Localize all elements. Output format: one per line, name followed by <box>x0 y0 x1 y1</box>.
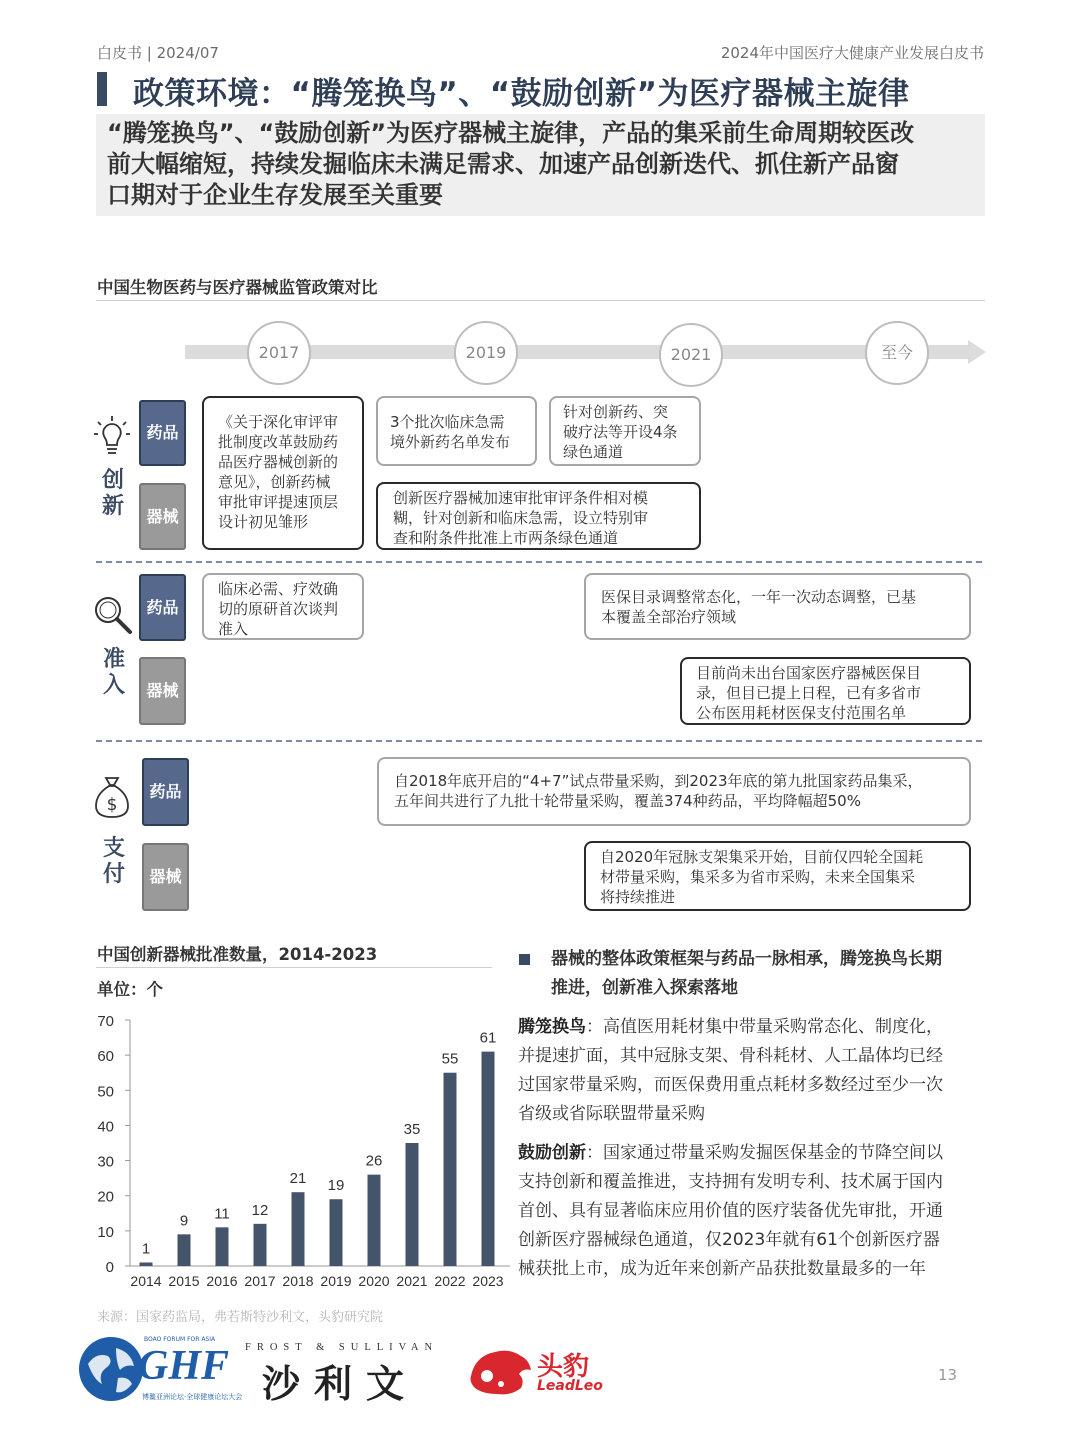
box-line: 自2020年冠脉支架集采开始，目前仅四轮全国耗 <box>600 848 924 866</box>
para-line: 省级或省际联盟带量采购 <box>518 1104 705 1124</box>
box-line: 针对创新药、突 <box>563 403 669 421</box>
year-now: 至今 <box>865 321 929 385</box>
box-line: 准入 <box>218 620 249 638</box>
box-line: 本覆盖全部治疗领域 <box>601 608 737 626</box>
para-line: 首创、具有显著临床应用价值的医疗装备优先审批，开通 <box>518 1201 943 1221</box>
bar <box>178 1234 191 1266</box>
y-tick-label: 10 <box>97 1223 114 1241</box>
chart-unit: 单位：个 <box>97 980 163 999</box>
data-label: 26 <box>365 1152 383 1170</box>
box-line: 自2018年底开启的“4+7”试点带量采购，到2023年底的第九批国家药品集采， <box>394 772 923 790</box>
header-right: 2024年中国医疗大健康产业发展白皮书 <box>720 44 984 62</box>
leopard-head-icon <box>467 1346 533 1398</box>
globe-icon <box>76 1334 146 1404</box>
data-label: 12 <box>251 1201 269 1219</box>
box-line: 五年间共进行了九批十轮带量采购，覆盖374种药品，平均降幅超50% <box>394 792 861 810</box>
box-line: 设计初见雏形 <box>218 513 309 531</box>
paragraph-lead: 鼓励创新 <box>518 1143 586 1163</box>
para-line: 支持创新和覆盖推进，支持拥有发明专利、技术属于国内 <box>518 1172 943 1192</box>
category-payment: 支付 <box>102 836 125 887</box>
paragraph-lead: 腾笼换鸟 <box>518 1017 586 1037</box>
bar-chart <box>92 1010 512 1300</box>
data-label: 19 <box>327 1177 345 1195</box>
year-2019: 2019 <box>454 321 518 385</box>
header-left: 白皮书 | 2024/07 <box>97 44 219 62</box>
tag-drug-access: 药品 <box>139 574 186 641</box>
tag-drug-innovation: 药品 <box>139 400 186 466</box>
leadleo-cn: 头豹 <box>537 1352 590 1382</box>
leadleo-logo <box>467 1344 607 1400</box>
data-label: 35 <box>403 1121 421 1138</box>
para-line: 并提速扩面，其中冠脉支架、骨科耗材、人工晶体均已经 <box>518 1046 943 1066</box>
subtitle-line: 口期对于企业生存发展至关重要 <box>107 181 443 209</box>
box-line: 将持续推进 <box>600 888 676 906</box>
box-payment-drug <box>377 757 971 826</box>
y-tick-label: 0 <box>105 1259 114 1276</box>
box-line: 切的原研首次谈判 <box>218 600 339 618</box>
data-label: 21 <box>289 1170 307 1188</box>
paragraph-tengl <box>518 1013 988 1129</box>
frost-sullivan-en: FROST & SULLIVAN <box>245 1342 439 1353</box>
box-innovation-drug-2021 <box>549 396 701 466</box>
source-note: 来源：国家药监局，弗若斯特沙利文，头豹研究院 <box>97 1310 384 1325</box>
subtitle-line: 前大幅缩短，持续发掘临床未满足需求、加速产品创新迭代、抓住新产品窗 <box>107 150 899 178</box>
tag-device-payment: 器械 <box>142 843 189 911</box>
data-label: 11 <box>214 1205 230 1223</box>
bar <box>444 1073 457 1266</box>
ghf-top-text: BOAO FORUM FOR ASIA <box>144 1336 216 1343</box>
bar <box>482 1052 495 1266</box>
x-tick-label: 2014 <box>130 1273 162 1289</box>
bar <box>140 1262 153 1266</box>
bar <box>368 1175 381 1266</box>
bar <box>330 1199 343 1266</box>
category-access: 准入 <box>102 647 125 698</box>
box-line: 录，但目已提上日程，已有多省市 <box>696 684 922 702</box>
box-line: 3个批次临床急需 <box>390 413 505 431</box>
bar <box>254 1224 267 1266</box>
svg-text:$: $ <box>106 795 118 815</box>
row-divider <box>96 740 982 742</box>
bullet-line: 推进，创新准入探索落地 <box>551 978 738 998</box>
box-line: 材带量采购，集采多为省市采购，未来全国集采 <box>600 868 916 886</box>
right-bullet-heading <box>551 945 991 1003</box>
x-tick-label: 2022 <box>434 1273 466 1289</box>
timeline-arrow-icon <box>968 340 986 364</box>
x-tick-label: 2017 <box>244 1273 276 1289</box>
money-bag-icon <box>92 774 132 820</box>
subtitle-line: “腾笼换鸟”、“鼓励创新”为医疗器械主旋律，产品的集采前生命周期较医改 <box>107 119 915 147</box>
y-tick-label: 60 <box>97 1048 114 1066</box>
title-accent-bar <box>97 72 107 106</box>
bullet-line: 器械的整体政策框架与药品一脉相承，腾笼换鸟长期 <box>551 949 942 969</box>
subtitle-text <box>107 118 977 211</box>
box-innovation-device <box>376 482 701 550</box>
box-line: 境外新药名单发布 <box>390 433 511 451</box>
data-label: 55 <box>441 1050 459 1068</box>
box-line: 查和附条件批准上市两条绿色通道 <box>393 529 619 547</box>
magnifier-icon <box>92 594 134 636</box>
lightbulb-icon <box>92 414 132 458</box>
chart-title: 中国创新器械批准数量，2014-2023 <box>97 945 378 964</box>
frost-sullivan-cn: 沙利文 <box>262 1362 419 1406</box>
data-label: 1 <box>141 1240 151 1258</box>
x-tick-label: 2021 <box>396 1273 428 1289</box>
bullet-square-icon <box>519 954 530 965</box>
box-line: 公布医用耗材医保支付范围名单 <box>696 704 907 722</box>
y-tick-label: 70 <box>97 1013 114 1030</box>
x-tick-label: 2020 <box>358 1273 390 1289</box>
y-tick-label: 50 <box>97 1083 114 1101</box>
bar <box>406 1143 419 1266</box>
ghf-sub-text: 博鳌亚洲论坛·全球健康论坛大会 <box>142 1393 243 1401</box>
box-line: 目前尚未出台国家医疗器械医保目 <box>696 664 922 682</box>
box-access-device <box>680 657 971 725</box>
page-number: 13 <box>938 1366 958 1384</box>
y-tick-label: 40 <box>97 1118 114 1136</box>
para-line: ：国家通过带量采购发掘医保基金的节降空间以 <box>586 1143 943 1163</box>
box-line: 意见》，创新药械 <box>218 473 331 491</box>
year-2017: 2017 <box>247 321 311 385</box>
ghf-logo <box>76 1334 246 1404</box>
policy-section-rule <box>96 300 985 301</box>
box-line: 破疗法等开设4条 <box>563 423 678 441</box>
box-line: 医保目录调整常态化，一年一次动态调整，已基 <box>601 588 917 606</box>
para-line: ：高值医用耗材集中带量采购常态化、制度化， <box>586 1017 943 1037</box>
box-line: 临床必需、疗效确 <box>218 580 339 598</box>
box-payment-device <box>584 841 971 911</box>
ghf-main-text: GHF <box>138 1343 230 1389</box>
x-tick-label: 2023 <box>472 1273 504 1289</box>
y-tick-label: 30 <box>97 1153 114 1171</box>
box-line: 品医疗器械创新的 <box>218 453 339 471</box>
x-tick-label: 2018 <box>282 1273 314 1289</box>
box-line: 糊，针对创新和临床急需，设立特别审 <box>393 509 649 527</box>
para-line: 创新医疗器械绿色通道，仅2023年就有61个创新医疗器 <box>518 1230 940 1250</box>
y-tick-label: 20 <box>97 1188 114 1206</box>
box-access-drug-now <box>584 573 971 640</box>
para-line: 械获批上市，成为近年来创新产品获批数量最多的一年 <box>518 1259 926 1279</box>
box-line: 批制度改革鼓励药 <box>218 433 339 451</box>
policy-section-title: 中国生物医药与医疗器械监管政策对比 <box>97 278 378 297</box>
tag-drug-payment: 药品 <box>142 758 189 826</box>
bar <box>216 1227 229 1266</box>
tag-device-access: 器械 <box>139 657 186 725</box>
data-label: 9 <box>179 1212 189 1230</box>
box-line: 绿色通道 <box>563 443 624 461</box>
box-innovation-2017 <box>202 396 364 550</box>
box-access-drug-2017 <box>202 573 364 640</box>
tag-device-innovation: 器械 <box>139 483 186 550</box>
year-2021: 2021 <box>659 323 723 387</box>
data-label: 61 <box>479 1029 497 1047</box>
row-divider <box>96 561 982 563</box>
paragraph-innovation <box>518 1139 988 1284</box>
leadleo-en: LeadLeo <box>537 1378 603 1394</box>
x-tick-label: 2016 <box>206 1273 238 1289</box>
category-innovation: 创新 <box>101 468 124 519</box>
box-innovation-drug-2019 <box>376 396 537 466</box>
box-line: 《关于深化审评审 <box>218 413 339 431</box>
page-title: 政策环境：“腾笼换鸟”、“鼓励创新”为医疗器械主旋律 <box>133 76 910 112</box>
para-line: 过国家带量采购，而医保费用重点耗材多数经过至少一次 <box>518 1075 943 1095</box>
chart-title-rule <box>96 967 492 968</box>
x-tick-label: 2015 <box>168 1273 200 1289</box>
x-tick-label: 2019 <box>320 1273 352 1289</box>
box-line: 创新医疗器械加速审批审评条件相对模 <box>393 489 649 507</box>
bar <box>292 1192 305 1266</box>
box-line: 审批审评提速顶层 <box>218 493 339 511</box>
